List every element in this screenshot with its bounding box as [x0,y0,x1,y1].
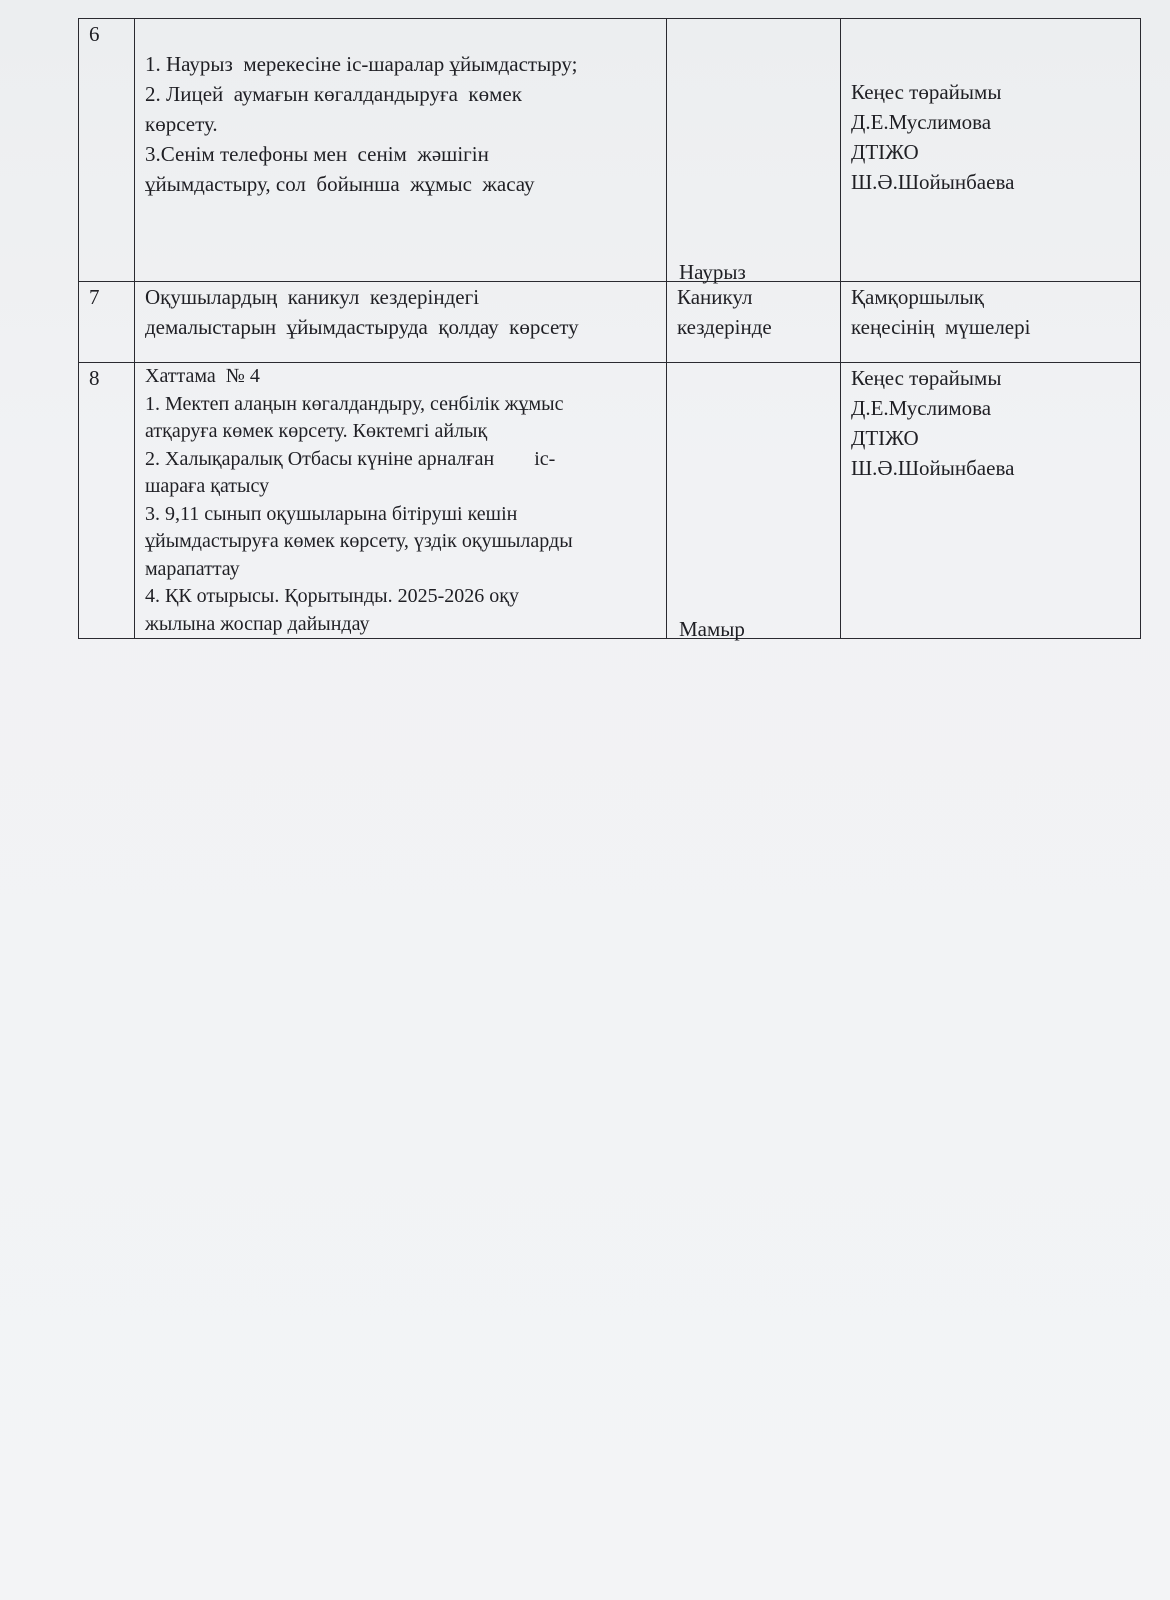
table-row [79,19,1141,282]
row-number: 7 [79,282,135,363]
activity-cell [135,282,667,363]
responsible-line: ДТІЖО [851,140,919,164]
activity-line: 4. ҚК отырысы. Қорытынды. 2025-2026 оқу [145,585,519,607]
activity-line: атқаруға көмек көрсету. Көктемгі айлық [145,420,488,442]
activity-line: Хаттама № 4 [145,365,260,387]
activity-line: жылына жоспар дайындау [145,612,370,635]
activity-cell [135,363,667,639]
activity-line: көрсету. [145,112,218,136]
plan-table [78,18,1141,639]
activity-line: ұйымдастыру, сол бойынша жұмыс жасау [145,172,535,196]
responsible-line: Кеңес төрайымы [851,366,1002,390]
activity-line: шараға қатысу [145,475,270,497]
responsible-line: Ш.Ә.Шойынбаева [851,170,1015,194]
time-line: Каникул [677,285,753,309]
responsible-line: Д.Е.Муслимова [851,110,992,134]
row-number: 8 [79,363,135,639]
time-text: Мамыр [679,617,745,641]
activity-line: 1. Наурыз мерекесіне іс-шаралар ұйымдастыру; [145,52,578,76]
time-cell [667,19,841,282]
activity-line: 3. 9,11 сынып оқушыларына бітіруші кешін [145,502,518,525]
responsible-line: ДТІЖО [851,426,919,450]
activity-line: 1. Мектеп алаңын көгалдандыру, сенбілік жұмыс [145,392,564,415]
activity-line: демалыстарын ұйымдастыруда қолдау көрсету [145,315,579,339]
responsible-cell [841,282,1141,363]
responsible-line: Қамқоршылық [851,285,984,309]
activity-line: Оқушылардың каникул кездеріндегі [145,285,480,309]
activity-line: ұйымдастыруға көмек көрсету, үздік оқушыларды [145,530,573,552]
responsible-cell [841,363,1141,639]
activity-line: 3.Сенім телефоны мен сенім жәшігін [145,142,489,166]
time-cell [667,363,841,639]
responsible-cell [841,19,1141,282]
responsible-line: Д.Е.Муслимова [851,396,992,420]
activity-line: 2. Халықаралық Отбасы күніне арналған іс- [145,447,556,470]
time-line: кездерінде [677,315,772,339]
activity-line: марапаттау [145,557,240,580]
time-cell [667,282,841,363]
responsible-line: Ш.Ә.Шойынбаева [851,456,1015,480]
activity-line: 2. Лицей аумағын көгалдандыруға көмек [145,82,522,106]
responsible-line: кеңесінің мүшелері [851,315,1031,339]
table-row [79,282,1141,363]
table-row [79,363,1141,639]
row-number: 6 [79,19,135,282]
activity-cell [135,19,667,282]
time-text: Наурыз [679,260,746,284]
responsible-line: Кеңес төрайымы [851,80,1002,104]
